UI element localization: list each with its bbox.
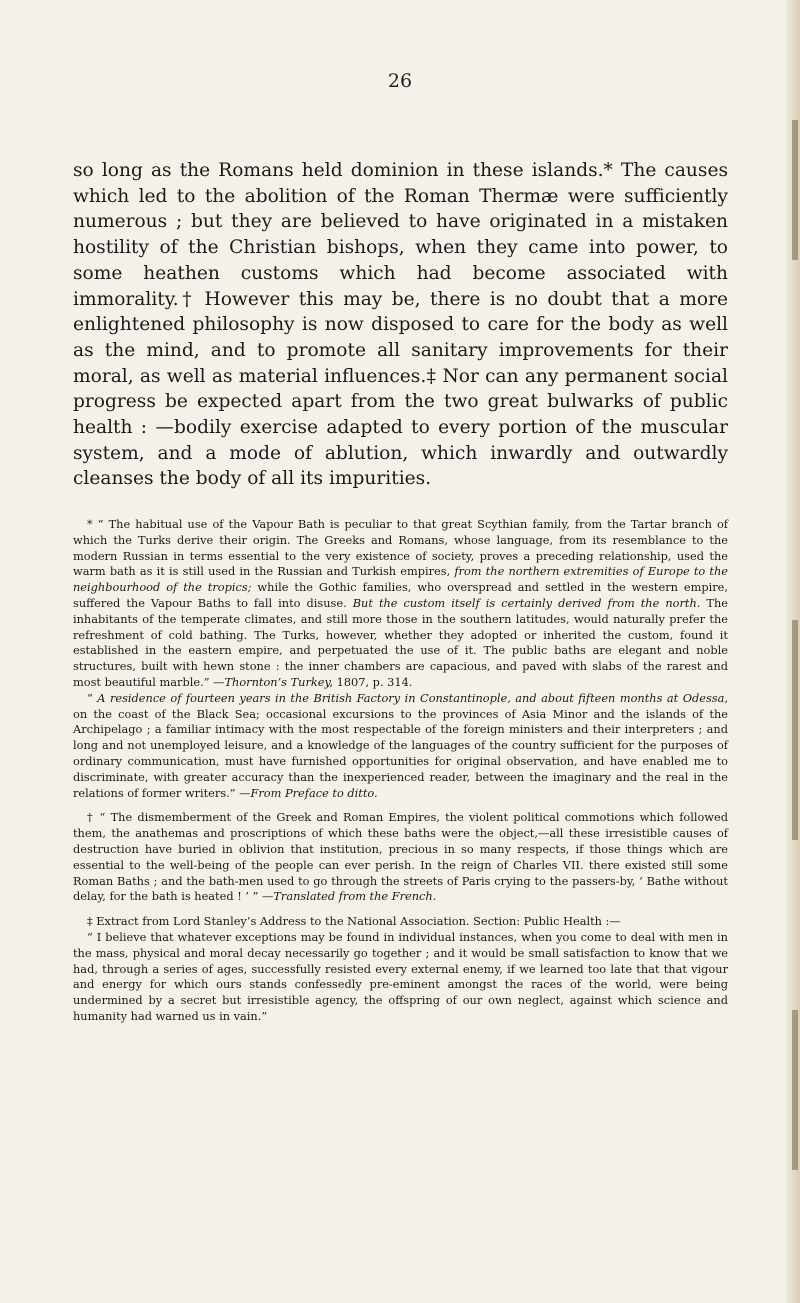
page-edge-mark xyxy=(792,1010,798,1170)
footnote-stanley-address: ‡ Extract from Lord Stanley’s Address to the National Association. Section: Public Health :— xyxy=(87,914,621,929)
page-edge xyxy=(786,0,800,1303)
page-edge-mark xyxy=(792,120,798,260)
footnote-preface: “ A residence of fourteen years in the British Factory in Constantinople, and about fifteen months at Odessa, on the coast of the Black Sea; occasional excursions to the provinces of Asia Minor and the islands of the Archipelago ; a familiar intimacy with the most respectable of the foreign ministers and their interpreters ; and long and not unemployed leisure, and a knowledge of the languages of the country sufficient for the purposes of ordinary communication, must have furnished opportunities for original observation, and have enabled me to discriminate, with greater accuracy than the inexperienced reader, between the imaginary and the real in the relations of former writers.” —From Preface to ditto. xyxy=(73,690,728,800)
main-text xyxy=(73,158,728,492)
footnote-dismemberment: † “ The dismemberment of the Greek and Roman Empires, the violent political commotions which followed them, the anathemas and proscriptions of which these baths were the object,—all these irresistible causes of destruction have buried in oblivion that institution, precious in so many respects, if those things which are essential to the well-being of the people can ever perish. In the reign of Charles VII. there existed still some Roman Baths ; and the bath-men used to go through the streets of Paris crying to the passers-by, ‘ Bathe without delay, for the bath is heated ! ’ ” —Translated from the French. xyxy=(73,810,728,904)
page-number: 26 xyxy=(387,70,413,92)
footnote-stanley-quote: “ I believe that whatever exceptions may be found in individual instances, when you come to deal with men in the mass, physical and moral decay necessarily go together ; and it would be small satisfaction to know that we had, through a series of ages, successfully resisted every external enemy, if we learned too late that that vigour and energy for which ours stands confessedly pre-eminent amongst the races of the world, were being undermined by a secret but irresistible agency, the offspring of our own neglect, against which science and humanity had warned us in vain.” xyxy=(73,929,728,1023)
footnote-vapour-bath: * “ The habitual use of the Vapour Bath is peculiar to that great Scythian family, from the Tartar branch of which the Turks derive their origin. The Greeks and Romans, whose language, from its resemblance to the modern Russian in terms essential to the very existence of society, proves a preceding relationship, used the warm bath as it is still used in the Russian and Turkish empires, from the northern extremities of Europe to the neighbourhood of the tropics; while the Gothic families, who overspread and settled in the western empire, suffered the Vapour Baths to fall into disuse. But the custom itself is certainly derived from the north. The inhabitants of the temperate climates, and still more those in the southern latitudes, would naturally prefer the refreshment of cold bathing. The Turks, however, whether they adopted or inherited the custom, found it established in the eastern empire, and perpetuated the use of it. The public baths are elegant and noble structures, built with hewn stone : the inner chambers are capacious, and paved with slabs of the rarest and most beautiful marble.” —Thornton’s Turkey, 1807, p. 314. xyxy=(73,517,729,689)
page-edge-mark xyxy=(792,620,798,840)
body-paragraph: so long as the Romans held dominion in these islands.* The causes which led to the abolition of the Roman Thermæ were sufficiently numerous ; but they are believed to have originated in a mistaken hostility of the Christian bishops, when they came into power, to some heathen customs which had become associated with immorality.† However this may be, there is no doubt that a more enlightened philosophy is now disposed to care for the body as well as the mind, and to promote all sanitary improvements for their moral, as well as material influences.‡ Nor can any permanent social progress be expected apart from the two great bulwarks of public health : —bodily exercise adapted to every portion of the muscular system, and a mode of ablution, which inwardly and outwardly cleanses the body of all its impurities. xyxy=(73,160,728,490)
footnotes xyxy=(73,517,728,1025)
